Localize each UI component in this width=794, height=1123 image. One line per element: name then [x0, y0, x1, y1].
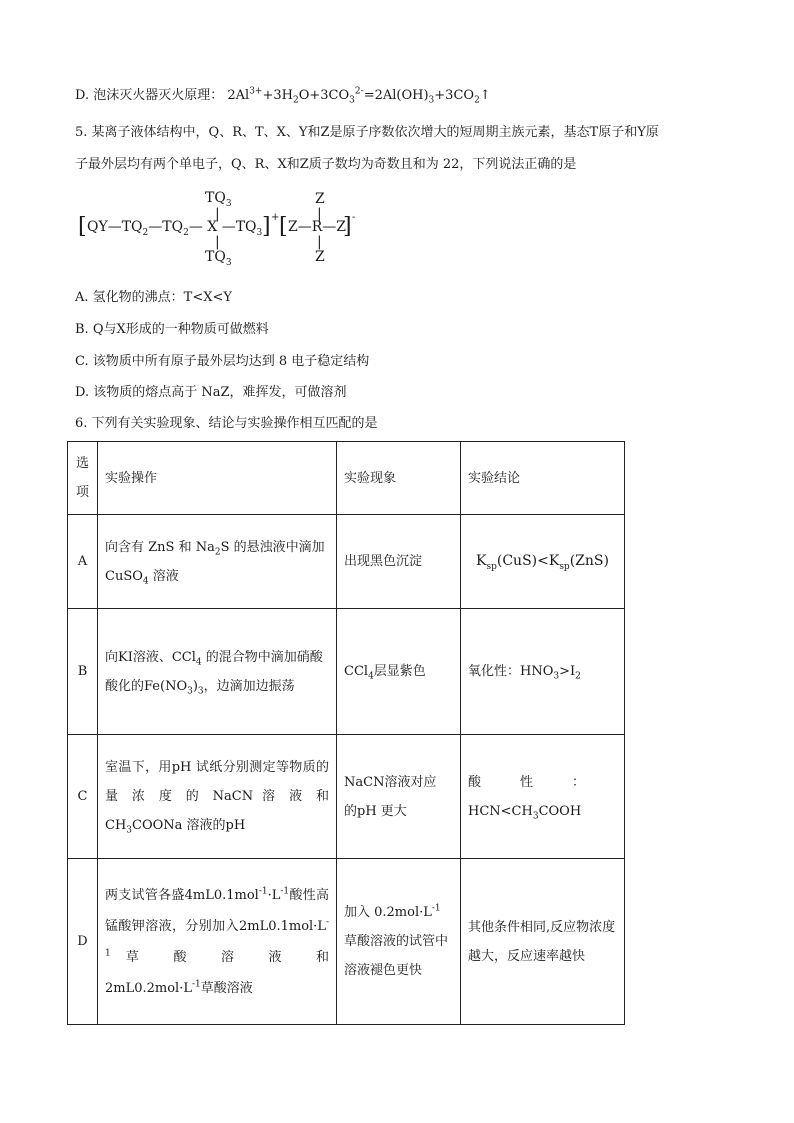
table-row	[68, 609, 625, 735]
q5-stem-line2: 子最外层均有两个单电子，Q、R、X和Z质子数均为奇数且和为 22，下列说法正确的是	[75, 157, 577, 172]
row-d-conclusion: 其他条件相同,反应物浓度越大，反应速率越快	[461, 859, 625, 1025]
cation-main-chain: $QY—TQ_2—TQ_2—$ X $—TQ_3$	[87, 219, 263, 238]
anion-bracket-right: ]	[343, 214, 352, 239]
row-d-phenomenon: 加入 $0.2mol\cdot L^{-1}$ 草酸溶液的试管中溶液褪色更快	[337, 859, 461, 1025]
row-c-phenomenon-text: 溶液对应	[384, 774, 437, 790]
cation-bottom-group: $TQ_3$	[205, 249, 232, 268]
ionic-liquid-structure	[78, 188, 378, 270]
table-row	[68, 859, 625, 1025]
row-c-label: C	[68, 735, 98, 859]
header-option: 选项	[68, 442, 98, 515]
anion-bracket-left: [	[279, 214, 288, 239]
cation-charge: +	[271, 212, 280, 223]
q5-option-d: D. 该物质的熔点高于 NaZ，难挥发，可做溶剂	[75, 385, 347, 400]
table-row	[68, 515, 625, 609]
row-a-conclusion: $K_{sp}(CuS)<K_{sp}(ZnS)$	[461, 515, 625, 609]
row-b-conclusion: 氧化性：$HNO_3>I_2$	[461, 609, 625, 735]
row-b-conclusion-prefix: 氧化性：	[468, 664, 521, 679]
anion-bottom-bond: |	[317, 234, 322, 250]
row-b-phenomenon: CCl$_4$层显紫色	[337, 609, 461, 735]
row-b-phenomenon-text: 层显紫色	[373, 664, 426, 679]
q4-option-d-equation: $2Al^{3+}+3H_2O+3CO_3^{2-}=2Al(OH)_3+3CO_2↑$	[227, 86, 491, 106]
table-row	[68, 735, 625, 859]
anion-main-chain: Z—R—Z	[288, 219, 346, 235]
cation-bracket-right: ]	[262, 214, 271, 239]
q4-option-d-label: D. 泡沫灭火器灭火原理：	[75, 88, 224, 103]
row-c-conclusion-prefix: 酸 性 ：	[468, 774, 586, 790]
table-header-row	[68, 442, 625, 515]
q4-option-d	[75, 87, 491, 105]
header-phenomenon: 实验现象	[337, 442, 461, 515]
row-b-label: B	[68, 609, 98, 735]
row-a-operation: 向含有 ZnS 和 $Na_2S$ 的悬浊液中滴加 CuSO$_4$ 溶液	[98, 515, 337, 609]
cation-bracket-left: [	[78, 214, 87, 239]
row-d-operation: 两支试管各盛$4mL0.1mol^{-1}\cdot L^{-1}$酸性高锰酸钾溶液，分别加入$2mL0.1mol\cdot L^{-1}$草 酸 溶 液 和 $2mL0.2mol\cdot L^{-1}$草酸溶液	[98, 859, 337, 1025]
row-a-phenomenon: 出现黑色沉淀	[337, 515, 461, 609]
anion-top-bond: |	[317, 206, 322, 222]
row-a-label: A	[68, 515, 98, 609]
header-conclusion: 实验结论	[461, 442, 625, 515]
row-b-operation: 向KI溶液、CCl$_4$ 的混合物中滴加硝酸酸化的$Fe(NO_3)_3$，边滴加边振荡	[98, 609, 337, 735]
anion-top-z: Z	[315, 191, 325, 207]
q5-stem-line1: 5. 某离子液体结构中，Q、R、T、X、Y和Z是原子序数依次增大的短周期主族元素，基态T原子和Y原	[75, 125, 659, 140]
anion-bottom-z: Z	[315, 249, 325, 265]
header-operation: 实验操作	[98, 442, 337, 515]
cation-top-group: $TQ_3$	[205, 190, 232, 209]
q5-option-b: B. Q与X形成的一种物质可做燃料	[75, 322, 269, 337]
q5-option-a: A. 氢化物的沸点：T<X<Y	[75, 290, 232, 305]
row-d-label: D	[68, 859, 98, 1025]
anion-charge: -	[352, 212, 356, 223]
q6-table	[67, 441, 625, 1025]
q6-stem: 6. 下列有关实验现象、结论与实验操作相互匹配的是	[75, 416, 378, 431]
row-c-operation: 室温下，用pH 试纸分别测定等物质的 量 浓 度 的 NaCN 溶 液 和 $CH_3COONa$ 溶液的pH	[98, 735, 337, 859]
row-c-phenomenon: NaCN溶液对应 的pH 更大	[337, 735, 461, 859]
row-c-conclusion: 酸 性 ： $HCN<CH_3COOH$	[461, 735, 625, 859]
cation-top-bond: |	[215, 206, 220, 222]
cation-bottom-bond: |	[215, 234, 220, 250]
q5-option-c: C. 该物质中所有原子最外层均达到 8 电子稳定结构	[75, 354, 370, 369]
